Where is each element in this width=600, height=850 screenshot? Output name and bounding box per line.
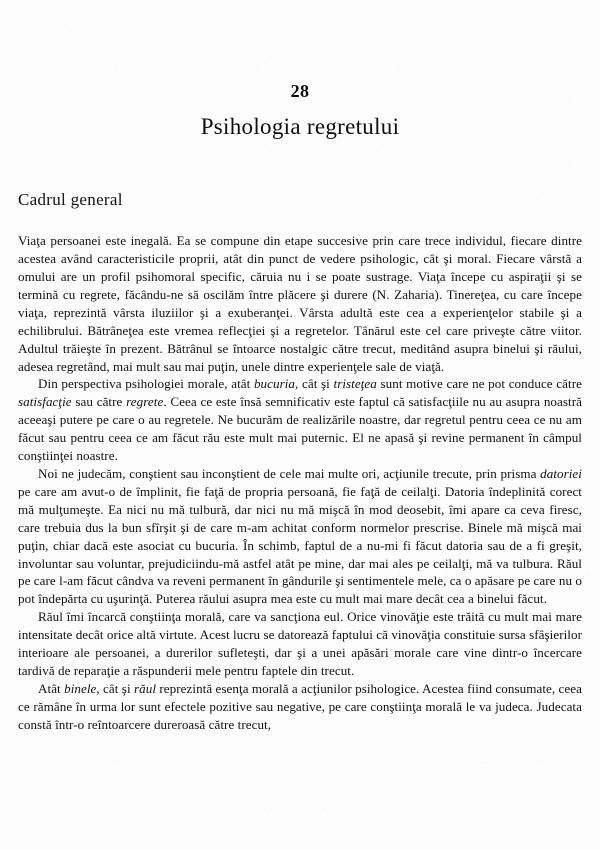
emphasized-term: regrete: [126, 394, 164, 410]
emphasized-term: binele: [64, 680, 97, 696]
emphasized-term: bucuria: [253, 376, 296, 392]
body-text-container: [18, 210, 582, 733]
emphasized-term: răul: [134, 680, 157, 696]
chapter-title: Psihologia regretului: [200, 113, 400, 139]
section-heading: Cadrul general: [18, 190, 123, 210]
paragraph: Noi ne judecăm, conştient sau inconştient de cele mai multe ori, acţiunile trecute, prin prisma datoriei pe care am avut-o de împlinit, fie faţă de propria persoană, fie faţă de ceilalţi. Datoria îndeplinită corect mă mulţumeşte. Ea nici nu mă tulbură, dar nici nu mă mişcă în mod deosebit, îmi apare ca ceva firesc, care trebuia dus la bun sfîrşit şi de care m-am achitat conform normelor prescrise. Binele mă mişcă mai puţin, chiar dacă este asociat cu bucuria. În schimb, faptul de a nu-mi fi făcut datoria sau de a fi greşit, involuntar sau voluntar, prejudiciindu-mă astfel atât pe mine, dar mai ales pe ceilalţi, mă va tulbura. Răul pe care l-am făcut cândva va reveni permanent în gândurile şi sentimentele mele, ca o apăsare pe care nu o pot îndepărta cu uşurinţă. Puterea răului asupra mea este cu mult mai mare decât cea a binelui făcut.: [18, 466, 582, 607]
paragraph: Din perspectiva psihologiei morale, atât bucuria, cât şi tristeţea sunt motive care ne pot conduce către satisfacţie sau către regrete. Ceea ce este însă semnificativ este faptul că satisfacţiile nu au asupra noastră aceeaşi putere pe care o au regretele. Ne bucurăm de realizările noastre, dar regretul pentru ceea ce nu am făcut sau pentru ceea ce am făcut rău este mult mai puternic. El ne apasă şi revine permanent în câmpul conştiinţei noastre.: [18, 376, 582, 464]
emphasized-term: tristeţea: [333, 376, 377, 392]
paragraph: Viaţa persoanei este inegală. Ea se compune din etape succesive prin care trece individul, fiecare dintre acestea având caracteristicile proprii, atât din punct de vedere psihologic, cât şi moral. Fiecare vârstă a omului are un profil psihomoral specific, căruia nu i se poate sustrage. Viaţa începe cu aspiraţii şi se termină cu regrete, făcându-ne să oscilăm între plăcere şi durere (N. Zaharia). Tinereţea, cu care începe viaţa, reprezintă vârsta iluziilor şi a exuberanţei. Vârsta adultă este cea a experienţelor stabile şi a echilibrului. Bătrâneţea este vremea reflecţiei şi a regretelor. Tânărul este cel care priveşte către viitor. Adultul trăieşte în prezent. Bătrânul se întoarce nostalgic către trecut, meditând asupra binelui şi răului, adesea regretând, mai mult sau mai puţin, unele dintre experienţele sale de viaţă.: [18, 233, 582, 374]
emphasized-term: datoriei: [540, 466, 582, 482]
paragraph: Atât binele, cât şi răul reprezintă esenţa morală a acţiunilor psihologice. Acestea fiind consumate, ceea ce rămâne în urma lor sunt efectele pozitive sau negative, pe care conştiinţa morală le va judeca. Judecata constă într-o reîntoarcere dureroasă către trecut,: [18, 680, 582, 732]
paragraph: Răul îmi încarcă conştiinţa morală, care va sancţiona eul. Orice vinovăţie este trăită cu mult mai mare intensitate decât orice altă virtute. Acest lucru se datorează faptului că vinovăţia constituie sursa sfâşierilor interioare ale persoanei, a durerilor sufleteşti, dar şi a unei apăsări morale care vine dintr-o încercare tardivă de reparaţie a răspunderii mele pentru faptele din trecut.: [18, 609, 582, 678]
chapter-header: [18, 0, 582, 140]
chapter-number: 28: [290, 81, 310, 101]
emphasized-term: satisfacţie: [18, 394, 72, 410]
